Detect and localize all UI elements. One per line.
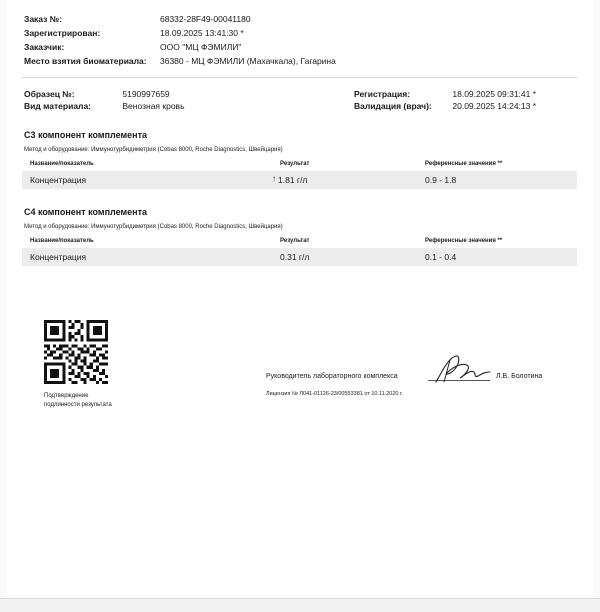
qr-caption-line: Подтверждение [44,393,89,399]
row-reference: 0.9 - 1.8 [425,175,457,185]
qr-caption-line: подлинности результата [44,402,112,408]
divider [22,77,577,78]
test-method: Метод и оборудование: Иммунотурбидиметрия (Cobas 8000, Roche Diagnostics, Швейцария) [24,224,283,230]
row-result-cell [272,171,307,190]
material-label: Вид материала: [24,101,92,111]
customer-label: Заказчик: [24,42,65,52]
registered-row [24,26,336,40]
customer-value: ООО "МЦ ФЭМИЛИ" [160,42,242,52]
column-header-name: Название/показатель [30,161,94,167]
registration-row [354,88,536,100]
registered-label: Зарегистрирован: [24,28,101,38]
left-edge [0,0,6,611]
row-name: Концентрация [30,252,87,262]
row-reference: 0.1 - 0.4 [425,252,457,262]
qr-caption [44,392,154,410]
order-info [24,12,336,68]
handwritten-signature [430,352,494,386]
test-title: C3 компонент комплемента [24,130,148,140]
test-title: C4 компонент комплемента [24,207,148,217]
material-row [24,100,185,112]
sample-id-row [24,88,185,100]
validation-label: Валидация (врач): [354,101,432,111]
arrow-up-icon: ↑ [272,174,276,183]
column-header-name: Название/показатель [30,238,94,244]
sampling-place-label: Место взятия биоматериала: [24,56,147,66]
registration-label: Регистрация: [354,89,411,99]
sampling-place-row [24,54,336,68]
sample-info-left [24,88,185,112]
column-header-result: Результат [280,161,310,167]
order-number-label: Заказ №: [24,14,63,24]
order-number-value: 68332-28F49-00041180 [160,14,251,24]
validation-value: 20.09.2025 14:24:13 * [452,101,537,111]
sample-info-right [354,88,536,112]
validation-row [354,100,536,112]
row-result: 1.81 г/л [278,175,308,185]
right-edge [594,0,600,611]
signer-name: Л.В. Болотина [496,373,543,380]
registration-value: 18.09.2025 09:31:41 * [452,89,537,99]
row-name: Концентрация [30,175,87,185]
signer-role: Руководитель лабораторного комплекса [266,373,398,380]
order-number-row [24,12,336,26]
sample-id-label: Образец №: [24,89,75,99]
bottom-edge [0,598,600,612]
license-text: Лицензия № Л041-01126-23/00553381 от 10.11.2020 г. [266,391,403,397]
sampling-place-value: 36380 - МЦ ФЭМИЛИ (Махачкала), Гагарина [160,56,336,66]
top-edge [0,0,600,8]
customer-row [24,40,336,54]
test-method: Метод и оборудование: Иммунотурбидиметрия (Cobas 8000, Roche Diagnostics, Швейцария) [24,147,283,153]
column-header-reference: Референсные значения ** [425,161,503,167]
registered-value: 18.09.2025 13:41:30 * [160,28,244,38]
column-header-result: Результат [280,238,310,244]
qr-code-icon[interactable] [44,320,108,384]
sample-id-value: 5190997659 [122,89,170,99]
material-value: Венозная кровь [122,101,185,111]
row-result: 0.31 г/л [280,252,310,262]
column-header-reference: Референсные значения ** [425,238,503,244]
